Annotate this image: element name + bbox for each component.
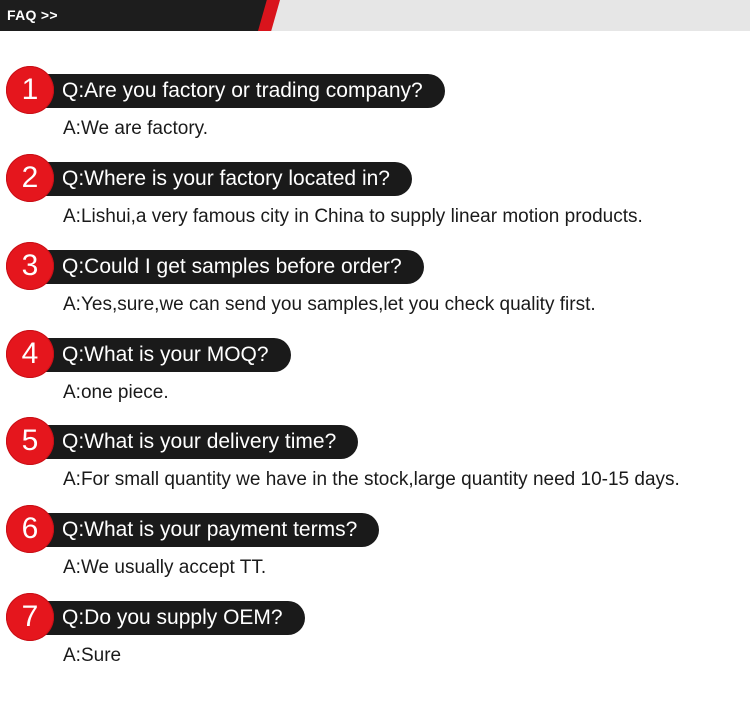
number-badge: 7 [6,593,54,641]
answer-text: A:Yes,sure,we can send you samples,let you check quality first. [63,294,596,315]
question-bar [28,513,379,547]
question-bar [28,162,412,196]
question-text: Q:Are you factory or trading company? [62,79,423,102]
answer-text: A:For small quantity we have in the stock,large quantity need 10-15 days. [63,469,680,490]
question-text: Q:What is your delivery time? [62,430,337,453]
question-text: Q:Where is your factory located in? [62,167,390,190]
faq-item-5 [0,425,750,505]
faq-item-2 [0,162,750,242]
question-bar [28,601,305,635]
answer-text: A:Sure [63,645,122,666]
number-badge: 3 [6,242,54,290]
question-bar [28,425,358,459]
number-badge: 2 [6,154,54,202]
faq-item-6 [0,513,750,593]
number-badge: 1 [6,66,54,114]
number-badge: 6 [6,505,54,553]
number-badge: 4 [6,330,54,378]
question-text: Q:What is your MOQ? [62,343,269,366]
faq-item-3 [0,250,750,330]
question-bar [28,74,445,108]
question-text: Q:What is your payment terms? [62,518,358,541]
question-bar [28,338,291,372]
faq-item-7 [0,601,750,681]
answer-text: A:Lishui,a very famous city in China to supply linear motion products. [63,206,643,227]
faq-header [0,0,750,31]
question-text: Q:Could I get samples before order? [62,255,402,278]
header-title: FAQ >> [7,7,58,23]
question-text: Q:Do you supply OEM? [62,606,283,629]
answer-text: A:one piece. [63,382,169,403]
faq-item-1 [0,74,750,154]
answer-text: A:We usually accept TT. [63,557,267,578]
number-badge: 5 [6,417,54,465]
answer-text: A:We are factory. [63,118,209,139]
question-bar [28,250,424,284]
faq-item-4 [0,338,750,418]
